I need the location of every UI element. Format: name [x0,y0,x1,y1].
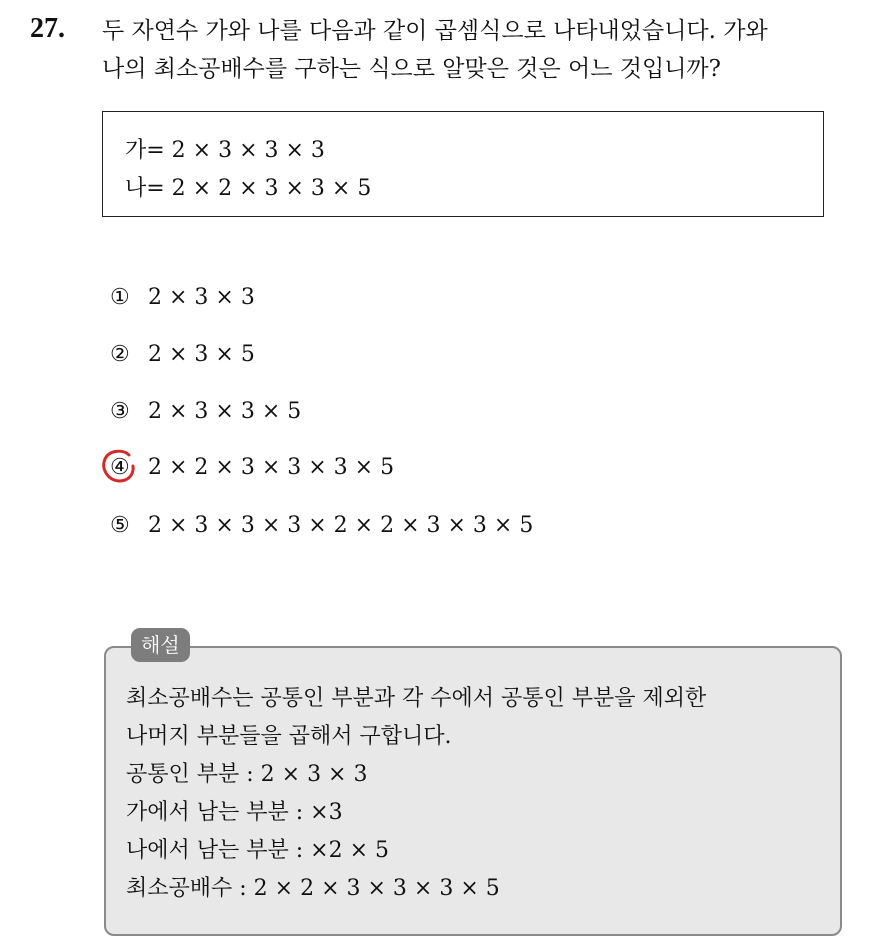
question-number: 27. [30,13,65,44]
solution-badge: 해설 [131,628,190,662]
solution-line: 최소공배수 : 2 × 2 × 3 × 3 × 3 × 5 [126,876,500,901]
solution-line: 나머지 부분들을 곱해서 구합니다. [126,724,452,749]
choice-text: 2 × 2 × 3 × 3 × 3 × 5 [148,455,395,480]
given-na: 나= 2 × 2 × 3 × 3 × 5 [125,176,372,201]
choice-number: ② [110,342,130,367]
choice-number: ⑤ [110,513,130,538]
choice-2[interactable] [110,337,255,373]
choice-number-marked [110,450,148,486]
question-line: 나의 최소공배수를 구하는 식으로 알맞은 것은 어느 것입니까? [102,56,721,82]
choice-number: ④ [110,455,130,480]
answer-circle-icon [99,446,139,486]
solution-line: 나에서 남는 부분 : ×2 × 5 [126,838,389,863]
solution-line: 가에서 남는 부분 : ×3 [126,800,343,825]
choice-text: 2 × 3 × 3 × 5 [148,399,302,424]
question-text [102,12,872,88]
choice-5[interactable] [110,508,533,544]
choice-3[interactable] [110,394,301,430]
choice-number: ① [110,285,130,310]
choice-text: 2 × 3 × 3 [148,285,255,310]
question-line: 두 자연수 가와 나를 다음과 같이 곱셈식으로 나타내었습니다. 가와 [102,18,768,44]
solution-line: 공통인 부분 : 2 × 3 × 3 [126,762,368,787]
choice-number: ③ [110,399,130,424]
choice-text: 2 × 3 × 3 × 3 × 2 × 2 × 3 × 3 × 5 [148,513,534,538]
choice-text: 2 × 3 × 5 [148,342,255,367]
given-ga: 가= 2 × 3 × 3 × 3 [125,138,325,163]
solution-line: 최소공배수는 공통인 부분과 각 수에서 공통인 부분을 제외한 [126,686,707,711]
given-expressions-box [102,111,824,217]
solution-box [104,646,842,936]
choice-1[interactable] [110,280,255,316]
choice-4[interactable] [110,450,394,486]
